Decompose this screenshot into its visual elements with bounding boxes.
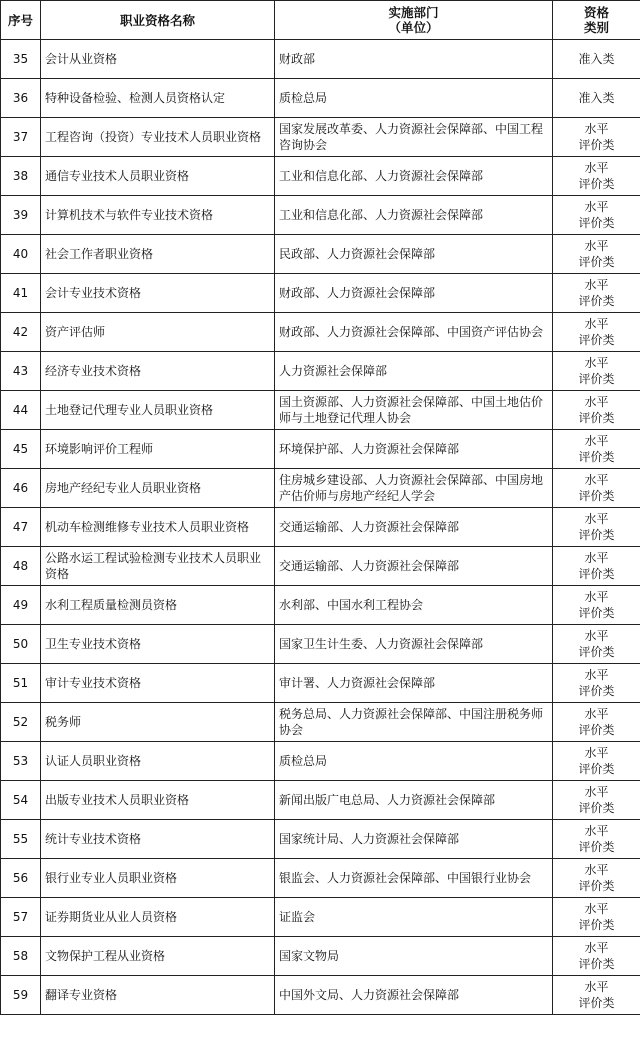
qualification-name: 通信专业技术人员职业资格 bbox=[41, 157, 275, 196]
table-row bbox=[1, 781, 640, 820]
table-row bbox=[1, 118, 640, 157]
table-row bbox=[1, 625, 640, 664]
row-number: 35 bbox=[1, 40, 41, 79]
implementing-department: 国土资源部、人力资源社会保障部、中国土地估价师与土地登记代理人协会 bbox=[275, 391, 553, 430]
qualification-category: 水平 评价类 bbox=[553, 391, 640, 430]
row-number: 43 bbox=[1, 352, 41, 391]
qualification-category: 准入类 bbox=[553, 79, 640, 118]
implementing-department: 人力资源社会保障部 bbox=[275, 352, 553, 391]
qualification-name: 审计专业技术资格 bbox=[41, 664, 275, 703]
table-row bbox=[1, 352, 640, 391]
row-number: 45 bbox=[1, 430, 41, 469]
qualification-name: 统计专业技术资格 bbox=[41, 820, 275, 859]
table-row bbox=[1, 40, 640, 79]
table-row bbox=[1, 79, 640, 118]
row-number: 53 bbox=[1, 742, 41, 781]
implementing-department: 税务总局、人力资源社会保障部、中国注册税务师协会 bbox=[275, 703, 553, 742]
table-row bbox=[1, 391, 640, 430]
qualification-category: 水平 评价类 bbox=[553, 976, 640, 1015]
header-category bbox=[553, 1, 640, 40]
implementing-department: 国家发展改革委、人力资源社会保障部、中国工程咨询协会 bbox=[275, 118, 553, 157]
qualification-category: 水平 评价类 bbox=[553, 664, 640, 703]
table-row bbox=[1, 703, 640, 742]
implementing-department: 财政部 bbox=[275, 40, 553, 79]
qualification-category: 水平 评价类 bbox=[553, 937, 640, 976]
row-number: 49 bbox=[1, 586, 41, 625]
row-number: 42 bbox=[1, 313, 41, 352]
table-header-row bbox=[1, 1, 640, 40]
implementing-department: 工业和信息化部、人力资源社会保障部 bbox=[275, 196, 553, 235]
qualification-category: 水平 评价类 bbox=[553, 898, 640, 937]
qualification-name: 文物保护工程从业资格 bbox=[41, 937, 275, 976]
implementing-department: 国家卫生计生委、人力资源社会保障部 bbox=[275, 625, 553, 664]
qualification-category: 水平 评价类 bbox=[553, 703, 640, 742]
header-dept-line2: （单位） bbox=[388, 20, 439, 35]
header-cat-line1: 资格 bbox=[583, 5, 609, 20]
qualification-name: 特种设备检验、检测人员资格认定 bbox=[41, 79, 275, 118]
qualification-category: 水平 评价类 bbox=[553, 742, 640, 781]
row-number: 37 bbox=[1, 118, 41, 157]
qualification-name: 银行业专业人员职业资格 bbox=[41, 859, 275, 898]
qualification-name: 计算机技术与软件专业技术资格 bbox=[41, 196, 275, 235]
qualification-category: 水平 评价类 bbox=[553, 235, 640, 274]
qualification-name: 证券期货业从业人员资格 bbox=[41, 898, 275, 937]
table-row bbox=[1, 937, 640, 976]
table-row bbox=[1, 313, 640, 352]
qualification-name: 水利工程质量检测员资格 bbox=[41, 586, 275, 625]
implementing-department: 工业和信息化部、人力资源社会保障部 bbox=[275, 157, 553, 196]
implementing-department: 银监会、人力资源社会保障部、中国银行业协会 bbox=[275, 859, 553, 898]
qualification-name: 机动车检测维修专业技术人员职业资格 bbox=[41, 508, 275, 547]
qualification-category: 水平 评价类 bbox=[553, 859, 640, 898]
row-number: 56 bbox=[1, 859, 41, 898]
table-row bbox=[1, 976, 640, 1015]
implementing-department: 审计署、人力资源社会保障部 bbox=[275, 664, 553, 703]
implementing-department: 民政部、人力资源社会保障部 bbox=[275, 235, 553, 274]
qualification-name: 环境影响评价工程师 bbox=[41, 430, 275, 469]
qualification-category: 水平 评价类 bbox=[553, 820, 640, 859]
qualification-category: 准入类 bbox=[553, 40, 640, 79]
table-row bbox=[1, 430, 640, 469]
table-body bbox=[1, 40, 640, 1015]
qualification-category: 水平 评价类 bbox=[553, 625, 640, 664]
qualification-name: 公路水运工程试验检测专业技术人员职业资格 bbox=[41, 547, 275, 586]
table-row bbox=[1, 508, 640, 547]
implementing-department: 财政部、人力资源社会保障部 bbox=[275, 274, 553, 313]
row-number: 38 bbox=[1, 157, 41, 196]
implementing-department: 证监会 bbox=[275, 898, 553, 937]
row-number: 52 bbox=[1, 703, 41, 742]
qualification-name: 卫生专业技术资格 bbox=[41, 625, 275, 664]
qualification-name: 翻译专业资格 bbox=[41, 976, 275, 1015]
qualification-name: 社会工作者职业资格 bbox=[41, 235, 275, 274]
row-number: 55 bbox=[1, 820, 41, 859]
implementing-department: 住房城乡建设部、人力资源社会保障部、中国房地产估价师与房地产经纪人学会 bbox=[275, 469, 553, 508]
implementing-department: 中国外文局、人力资源社会保障部 bbox=[275, 976, 553, 1015]
implementing-department: 水利部、中国水利工程协会 bbox=[275, 586, 553, 625]
table-row bbox=[1, 586, 640, 625]
row-number: 46 bbox=[1, 469, 41, 508]
qualification-name: 土地登记代理专业人员职业资格 bbox=[41, 391, 275, 430]
table-row bbox=[1, 196, 640, 235]
qualification-name: 认证人员职业资格 bbox=[41, 742, 275, 781]
implementing-department: 质检总局 bbox=[275, 79, 553, 118]
row-number: 41 bbox=[1, 274, 41, 313]
implementing-department: 新闻出版广电总局、人力资源社会保障部 bbox=[275, 781, 553, 820]
table-row bbox=[1, 547, 640, 586]
implementing-department: 国家统计局、人力资源社会保障部 bbox=[275, 820, 553, 859]
table-row bbox=[1, 820, 640, 859]
qualification-category: 水平 评价类 bbox=[553, 313, 640, 352]
implementing-department: 交通运输部、人力资源社会保障部 bbox=[275, 547, 553, 586]
table-row bbox=[1, 235, 640, 274]
table-row bbox=[1, 664, 640, 703]
table-row bbox=[1, 469, 640, 508]
row-number: 47 bbox=[1, 508, 41, 547]
implementing-department: 质检总局 bbox=[275, 742, 553, 781]
qualification-category: 水平 评价类 bbox=[553, 508, 640, 547]
implementing-department: 财政部、人力资源社会保障部、中国资产评估协会 bbox=[275, 313, 553, 352]
qualification-category: 水平 评价类 bbox=[553, 586, 640, 625]
qualification-name: 会计专业技术资格 bbox=[41, 274, 275, 313]
table-row bbox=[1, 157, 640, 196]
row-number: 58 bbox=[1, 937, 41, 976]
qualification-category: 水平 评价类 bbox=[553, 781, 640, 820]
qualification-name: 房地产经纪专业人员职业资格 bbox=[41, 469, 275, 508]
header-name: 职业资格名称 bbox=[41, 1, 275, 40]
row-number: 39 bbox=[1, 196, 41, 235]
qualification-category: 水平 评价类 bbox=[553, 118, 640, 157]
row-number: 48 bbox=[1, 547, 41, 586]
qualification-category: 水平 评价类 bbox=[553, 547, 640, 586]
qualification-name: 会计从业资格 bbox=[41, 40, 275, 79]
row-number: 36 bbox=[1, 79, 41, 118]
row-number: 51 bbox=[1, 664, 41, 703]
header-no: 序号 bbox=[1, 1, 41, 40]
implementing-department: 环境保护部、人力资源社会保障部 bbox=[275, 430, 553, 469]
qualification-name: 经济专业技术资格 bbox=[41, 352, 275, 391]
qualification-name: 出版专业技术人员职业资格 bbox=[41, 781, 275, 820]
row-number: 40 bbox=[1, 235, 41, 274]
qualification-category: 水平 评价类 bbox=[553, 352, 640, 391]
header-dept bbox=[275, 1, 553, 40]
implementing-department: 国家文物局 bbox=[275, 937, 553, 976]
header-dept-line1: 实施部门 bbox=[388, 5, 439, 20]
row-number: 57 bbox=[1, 898, 41, 937]
table-row bbox=[1, 898, 640, 937]
qualification-name: 资产评估师 bbox=[41, 313, 275, 352]
header-cat-line2: 类别 bbox=[583, 20, 609, 35]
implementing-department: 交通运输部、人力资源社会保障部 bbox=[275, 508, 553, 547]
qualification-name: 工程咨询（投资）专业技术人员职业资格 bbox=[41, 118, 275, 157]
qualification-category: 水平 评价类 bbox=[553, 430, 640, 469]
row-number: 50 bbox=[1, 625, 41, 664]
row-number: 59 bbox=[1, 976, 41, 1015]
qualification-category: 水平 评价类 bbox=[553, 469, 640, 508]
qualification-category: 水平 评价类 bbox=[553, 274, 640, 313]
table-row bbox=[1, 274, 640, 313]
qualification-category: 水平 评价类 bbox=[553, 196, 640, 235]
qualification-category: 水平 评价类 bbox=[553, 157, 640, 196]
table-row bbox=[1, 859, 640, 898]
table-row bbox=[1, 742, 640, 781]
row-number: 54 bbox=[1, 781, 41, 820]
row-number: 44 bbox=[1, 391, 41, 430]
qualification-name: 税务师 bbox=[41, 703, 275, 742]
